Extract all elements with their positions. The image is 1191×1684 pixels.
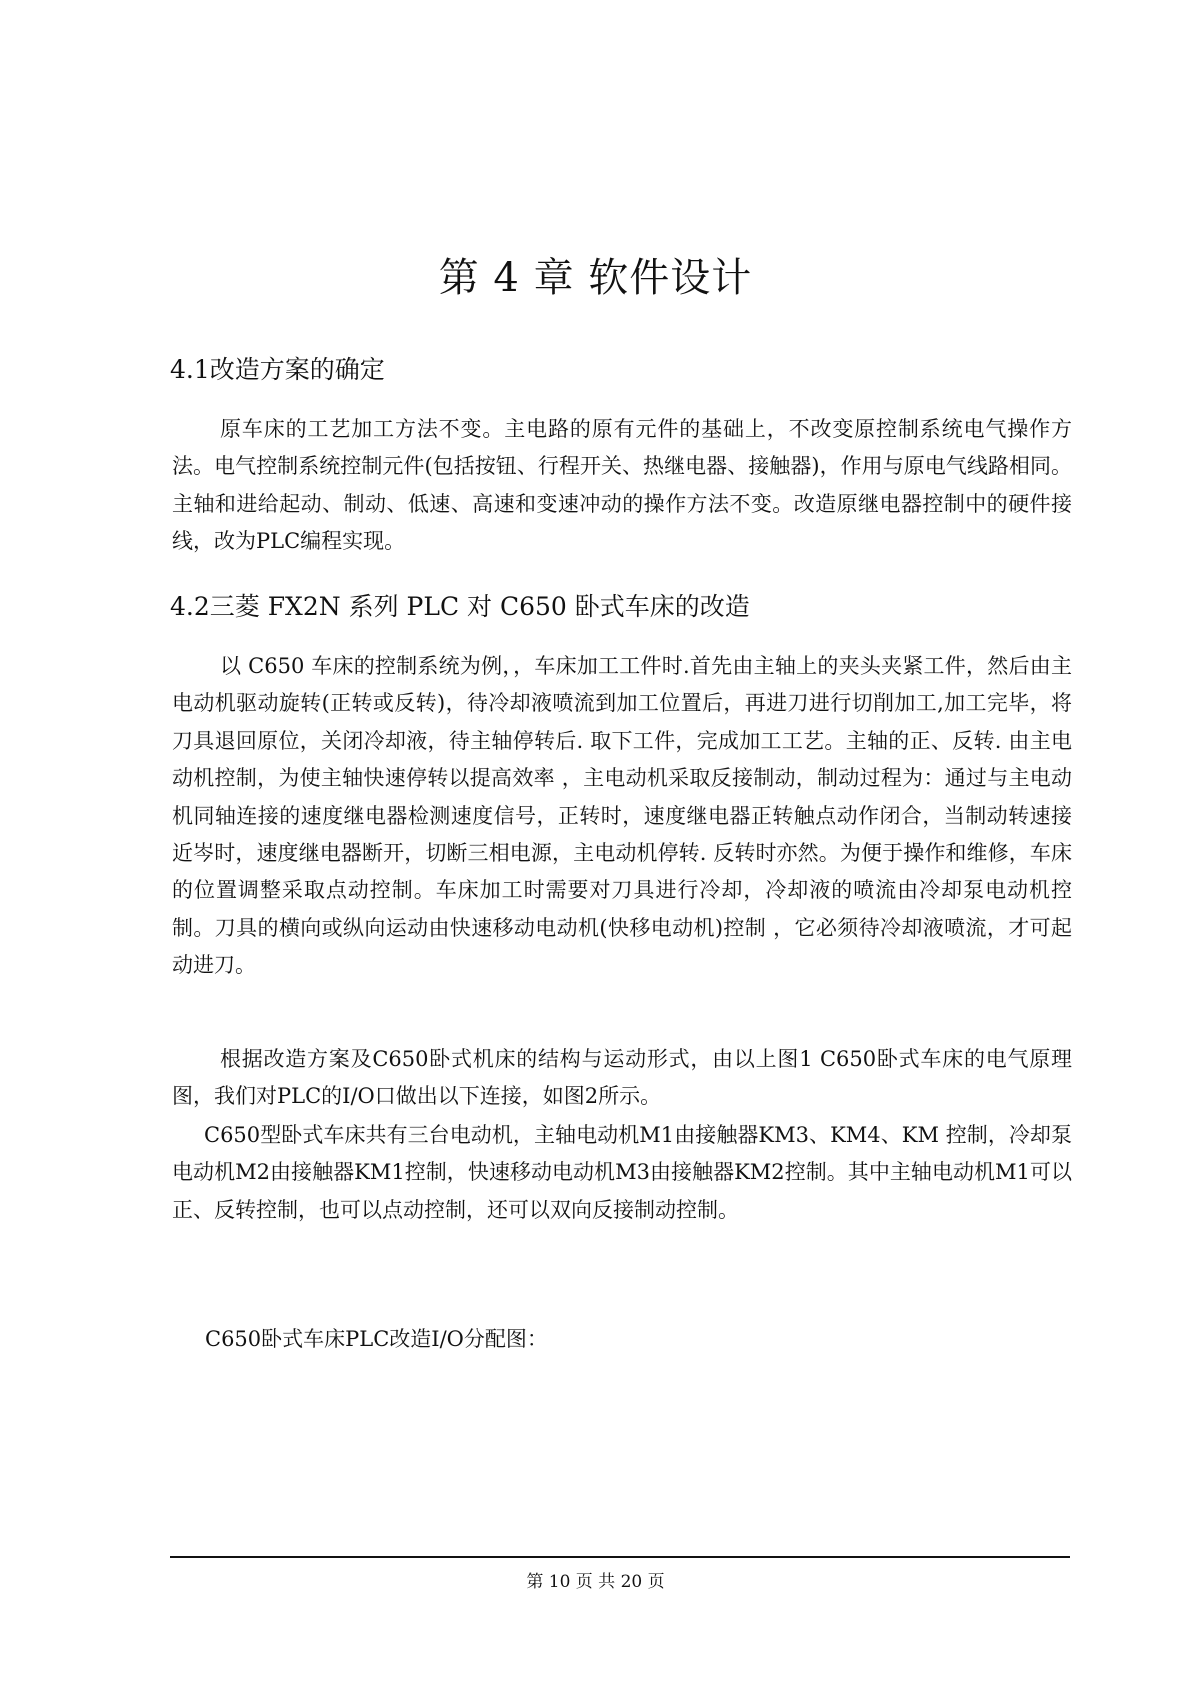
- chapter-title: 第 4 章 软件设计: [438, 255, 753, 301]
- footer-rule: [170, 1556, 1070, 1558]
- paragraph-4-1-1: 原车床的工艺加工方法不变。主电路的原有元件的基础上，不改变原控制系统电气操作方法。电气控制系统控制元件(包括按钮、行程开关、热继电器、接触器)，作用与原电气线路相同。主轴和进给起动、制动、低速、高速和变速冲动的操作方法不变。改造原继电器控制中的硬件接线，改为PLC编程实现。: [172, 417, 1072, 554]
- paragraph-4-2-3: C650型卧式车床共有三台电动机，主轴电动机M1由接触器KM3、KM4、KM 控制，冷却泵电动机M2由接触器KM1控制，快速移动电动机M3由接触器KM2控制。其中主轴电动机M1可以正、反转控制，也可以点动控制，还可以双向反接制动控制。: [172, 1123, 1072, 1222]
- section-heading-4-1: 4.1改造方案的确定: [170, 355, 385, 384]
- page-number: 第 10 页 共 20 页: [526, 1572, 665, 1592]
- paragraph-4-2-2: 根据改造方案及C650卧式机床的结构与运动形式，由以上图1 C650卧式车床的电气原理图，我们对PLC的I/O口做出以下连接，如图2所示。: [172, 1047, 1072, 1109]
- section-heading-4-2: 4.2三菱 FX2N 系列 PLC 对 C650 卧式车床的改造: [170, 592, 750, 621]
- figure-caption: C650卧式车床PLC改造I/O分配图：: [205, 1327, 548, 1351]
- paragraph-4-2-1: 以 C650 车床的控制系统为例，，车床加工工件时.首先由主轴上的夹头夹紧工件，然后由主电动机驱动旋转(正转或反转)，待冷却液喷流到加工位置后，再进刀进行切削加工,加工完毕，将刀具退回原位，关闭冷却液，待主轴停转后. 取下工件，完成加工工艺。主轴的正、反转. 由主电动机控制，为使主轴快速停转以提高效率 ，主电动机采取反接制动，制动过程为：通过与主电动机同轴连接的速度继电器检测速度信号，正转时，速度继电器正转触点动作闭合，当制动转速接近岑时，速度继电器断开，切断三相电源，主电动机停转. 反转时亦然。为便于操作和维修，车床的位置调整采取点动控制。车床加工时需要对刀具进行冷却，冷却液的喷流由冷却泵电动机控制。刀具的横向或纵向运动由快速移动电动机(快移电动机)控制 ，它必须待冷却液喷流，才可起动进刀。: [172, 654, 1072, 978]
